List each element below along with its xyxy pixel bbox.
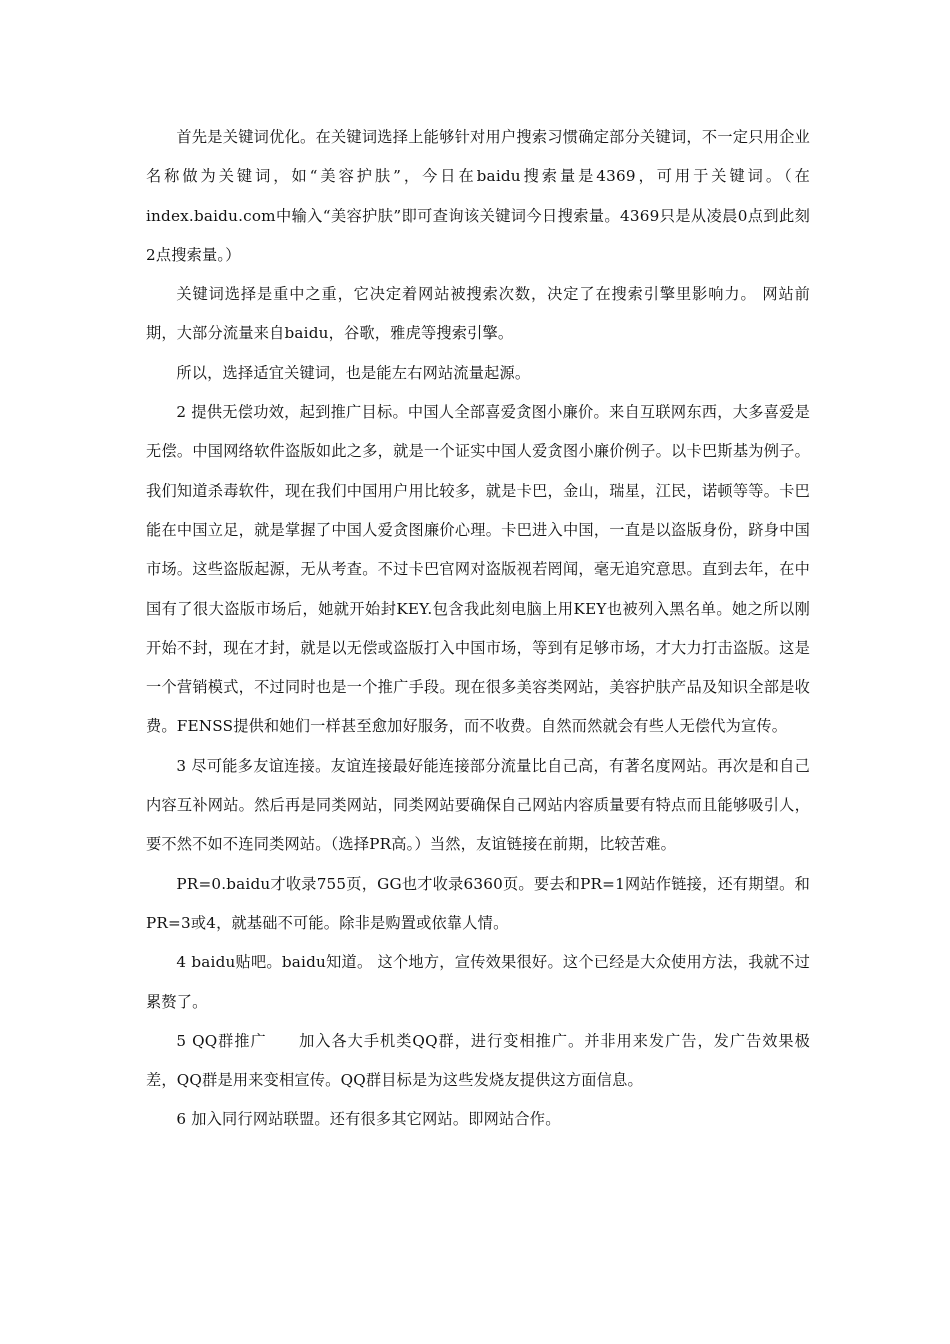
paragraph-site-alliance: 6 加入同行网站联盟。还有很多其它网站。即网站合作。 (176, 1110, 561, 1129)
paragraph-friendly-links: 3 尽可能多友谊连接。友谊连接最好能连接部分流量比自己高，有著名度网站。再次是和自己内容互补网站。然后再是同类网站，同类网站要确保自己网站内容质量要有特点而且能够吸引人，要不然不如不连同类网站。（选择PR高。）当然，友谊链接在前期，比较苦难。 (146, 756, 810, 854)
paragraph-keyword-importance: 关键词选择是重中之重，它决定着网站被搜索次数，决定了在搜索引擎里影响力。 网站前期，大部分流量来自baidu，谷歌，雅虎等搜索引擎。 (146, 285, 810, 343)
paragraph-qq-groups: 5 QQ群推广 加入各大手机类QQ群，进行变相推广。并非用来发广告，发广告效果极差，QQ群是用来变相宣传。QQ群目标是为这些发烧友提供这方面信息。 (146, 1031, 810, 1090)
paragraph-free-service: 2 提供无偿功效，起到推广目标。中国人全部喜爱贪图小廉价。来自互联网东西，大多喜爱是无偿。中国网络软件盗版如此之多，就是一个证实中国人爱贪图小廉价例子。以卡巴斯基为例子。我们知道杀毒软件，现在我们中国用户用比较多，就是卡巴，金山，瑞星，江民，诺顿等等。卡巴能在中国立足，就是掌握了中国人爱贪图廉价心理。卡巴进入中国，一直是以盗版身份，跻身中国市场。这些盗版起源，无从考查。不过卡巴官网对盗版视若罔闻，毫无追究意思。直到去年，在中国有了很大盗版市场后，她就开始封KEY.包含我此刻电脑上用KEY也被列入黑名单。她之所以刚开始不封，现在才封，就是以无偿或盗版打入中国市场，等到有足够市场，才大力打击盗版。这是一个营销模式，不过同时也是一个推广手段。现在很多美容类网站，美容护肤产品及知识全部是收费。FENSS提供和她们一样甚至愈加好服务，而不收费。自然而然就会有些人无偿代为宣传。 (146, 403, 810, 736)
paragraph-pagerank: PR=0.baidu才收录755页，GG也才收录6360页。要去和PR=1网站作链接，还有期望。和PR=3或4，就基础不可能。除非是购置或依靠人情。 (146, 874, 810, 932)
paragraph-keyword-optimization: 首先是关键词优化。在关键词选择上能够针对用户搜索习惯确定部分关键词，不一定只用企业名称做为关键词，如“美容护肤”，今日在baidu搜索量是4369，可用于关键词。（在index.baidu.com中输入“美容护肤”即可查询该关键词今日搜索量。4369只是从凌晨0点到此刻2点搜索量。） (146, 128, 810, 264)
document-body (146, 118, 810, 1140)
paragraph-keyword-conclusion: 所以，选择适宜关键词，也是能左右网站流量起源。 (176, 363, 531, 382)
paragraph-baidu-tieba: 4 baidu贴吧。baidu知道。 这个地方，宣传效果很好。这个已经是大众使用方法，我就不过累赘了。 (146, 953, 810, 1011)
